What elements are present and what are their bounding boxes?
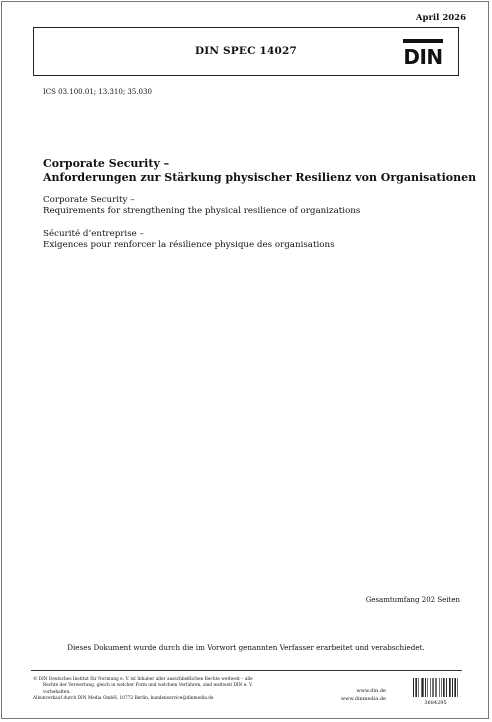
legal-line-1: © DIN Deutsches Institut für Normung e. V. ist Inhaber aller ausschließlichen Rechte weltweit – alle xyxy=(33,677,253,682)
english-title-line-2: Requirements for strengthening the physical resilience of organizations xyxy=(43,206,361,216)
svg-text:DIN: DIN xyxy=(403,45,443,66)
spec-title: DIN SPEC 14027 xyxy=(194,45,298,57)
french-title-line-2: Exigences pour renforcer la résilience physique des organisations xyxy=(43,240,335,250)
dinmedia-website-link[interactable]: www.dinmedia.de xyxy=(340,696,386,702)
german-title xyxy=(43,157,476,184)
footer-divider xyxy=(31,670,462,671)
legal-notice xyxy=(33,677,295,702)
din-logo xyxy=(403,39,443,66)
german-title-line-1: Corporate Security – xyxy=(43,157,170,170)
publication-date: April 2026 xyxy=(415,13,466,23)
legal-line-4: Alleinverkauf durch DIN Media GmbH, 10772 Berlin, kundenservice@dinmedia.de xyxy=(33,695,214,701)
web-links xyxy=(330,687,386,703)
page-border xyxy=(1,1,489,719)
english-title-line-1: Corporate Security – xyxy=(43,195,135,205)
english-title xyxy=(43,195,360,217)
authorship-note: Dieses Dokument wurde durch die im Vorwort genannten Verfasser erarbeitet und verabschiedet. xyxy=(67,643,425,652)
ics-codes: ICS 03.100.01; 13.310; 35.030 xyxy=(43,88,152,96)
legal-line-2: Rechte der Verwertung, gleich in welcher Form und welchem Verfahren, sind weltweit DIN e. V. xyxy=(43,683,253,689)
french-title-line-1: Sécurité d’entreprise – xyxy=(43,229,144,239)
barcode-number: 3684295 xyxy=(424,700,447,706)
french-title xyxy=(43,229,335,251)
din-website-link[interactable]: www.din.de xyxy=(356,688,386,694)
header-box xyxy=(33,27,459,76)
total-pages: Gesamtumfang 202 Seiten xyxy=(365,596,460,604)
legal-line-3: vorbehalten. xyxy=(43,689,71,695)
german-title-line-2: Anforderungen zur Stärkung physischer Resilienz von Organisationen xyxy=(43,170,477,184)
barcode xyxy=(413,678,458,697)
